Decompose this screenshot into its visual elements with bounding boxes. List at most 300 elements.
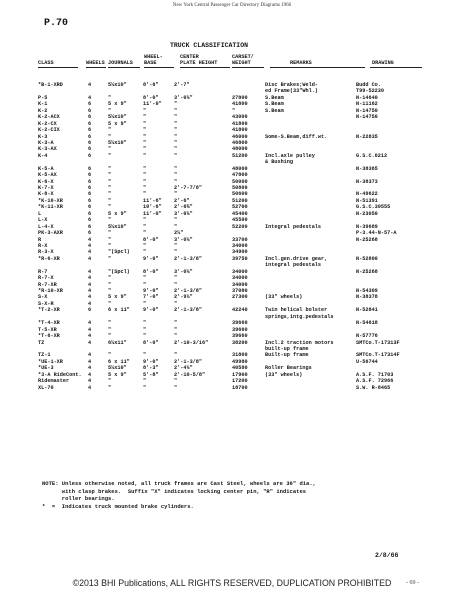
table-cell: 4 xyxy=(88,300,92,307)
table-cell: " xyxy=(143,152,147,159)
table-cell: G.S.C.30555 xyxy=(356,204,391,211)
table-cell: 34900 xyxy=(232,249,248,256)
table-cell: N-23050 xyxy=(356,210,378,217)
table-cell: N-14750 xyxy=(356,107,378,114)
table-cell: Integral pedestals xyxy=(265,223,322,230)
table-cell: T-5-XR xyxy=(38,326,57,333)
table-cell: 2'-9½" xyxy=(174,294,193,301)
table-cell: N-38373 xyxy=(356,178,378,185)
col-header-journals: JOURNALS xyxy=(108,60,133,66)
table-cell: S-X-R xyxy=(38,300,54,307)
underline-journals xyxy=(108,67,140,68)
table-cell: " xyxy=(143,165,147,172)
col-header-remarks: REMARKS xyxy=(290,60,312,66)
table-cell: " xyxy=(108,217,112,224)
table-cell: 4 xyxy=(88,333,92,340)
table-cell: 5½x10" xyxy=(108,114,127,121)
table-cell: K-3-A xyxy=(38,139,54,146)
table-cell: N-57776 xyxy=(356,333,378,340)
table-cell: " xyxy=(174,139,178,146)
table-cell: " xyxy=(143,378,147,385)
table-cell: *B-1-XRD xyxy=(38,82,63,88)
table-cell: 2'-1-3/8" xyxy=(174,358,203,365)
notes xyxy=(42,480,442,510)
table-cell: XL-70 xyxy=(38,384,54,391)
table-cell: " xyxy=(108,320,112,327)
table-cell: 52200 xyxy=(232,223,248,230)
table-cell: 9'-0" xyxy=(143,288,159,294)
table-cell: 17200 xyxy=(232,378,248,385)
table-cell: N-51391 xyxy=(356,197,378,204)
table-cell: 5'-8" xyxy=(143,371,159,378)
table-cell: 8'-0" xyxy=(143,94,159,101)
table-cell: 4 xyxy=(88,82,92,88)
table-cell: & Bushing xyxy=(265,159,294,166)
table-cell: " xyxy=(143,352,147,359)
table-cell: 41800 xyxy=(232,101,248,108)
table-cell: 38200 xyxy=(232,339,248,346)
table-cell: 17900 xyxy=(232,371,248,378)
table-cell: G.S.C.6212 xyxy=(356,152,388,159)
table-cell: " xyxy=(174,107,178,114)
table-cell: " xyxy=(108,384,112,391)
table-cell: 2'-1-3/8" xyxy=(174,288,203,294)
table-cell: 5 x 9" xyxy=(108,294,127,301)
table-cell: 6 xyxy=(88,230,92,237)
table-cell: *R-10-XR xyxy=(38,288,63,294)
table-cell: 5½x10" xyxy=(108,223,127,230)
table-cell: (33" wheels) xyxy=(265,294,303,301)
table-cell: *T-6-XR xyxy=(38,333,60,340)
table-cell: 9'-0" xyxy=(143,255,159,262)
table-cell: " xyxy=(143,107,147,114)
table-cell: " xyxy=(174,191,178,198)
table-cell: 46000 xyxy=(232,133,248,140)
col-header-class: CLASS xyxy=(38,60,54,66)
truck-table-body xyxy=(38,82,438,391)
table-cell: 4 xyxy=(88,94,92,101)
table-cell: Twin helical bolster xyxy=(265,307,328,314)
table-cell: *T-2-XR xyxy=(38,307,60,314)
table-cell: 2'-1-3/8" xyxy=(174,255,203,262)
table-cell: ed Frame(33"Whl.) xyxy=(265,88,318,95)
table-cell: " xyxy=(108,352,112,359)
table-cell: 6 xyxy=(88,127,92,134)
table-cell: N-38365 xyxy=(356,165,378,172)
table-cell: 3'-0¼" xyxy=(174,210,193,217)
table-cell: " xyxy=(108,275,112,282)
table-cell: " xyxy=(174,114,178,121)
table-cell: *K-11-XR xyxy=(38,204,63,211)
table-cell: 3'-0¼" xyxy=(174,268,193,275)
table-cell: K-2-CIX xyxy=(38,127,60,134)
table-cell: A.S.F. 72966 xyxy=(356,378,394,385)
table-cell: TZ-1 xyxy=(38,352,51,359)
table-cell: 9'-0" xyxy=(143,307,159,314)
table-cell: R-7-X xyxy=(38,275,54,282)
table-cell: 3'-0¼" xyxy=(174,94,193,101)
table-cell: 6 xyxy=(88,191,92,198)
table-cell: 5 x 9" xyxy=(108,101,127,108)
table-cell: 43000 xyxy=(232,114,248,121)
table-cell: " xyxy=(143,230,147,237)
table-cell: 6 xyxy=(88,185,92,191)
table-cell: 4 xyxy=(88,255,92,262)
table-cell: N-39689 xyxy=(356,223,378,230)
table-cell: " xyxy=(174,223,178,230)
table-cell: " xyxy=(143,139,147,146)
table-cell: " xyxy=(108,127,112,134)
table-cell: N-54309 xyxy=(356,288,378,294)
table-row xyxy=(38,385,438,391)
table-cell: " xyxy=(143,178,147,185)
table-cell: Ridemaster xyxy=(38,378,70,385)
table-cell: 41800 xyxy=(232,127,248,134)
table-cell: " xyxy=(174,378,178,385)
table-cell: 4 xyxy=(88,352,92,359)
table-cell: R xyxy=(38,236,42,243)
table-cell: " xyxy=(174,217,178,224)
table-cell: "(Spcl) xyxy=(108,268,130,275)
table-cell: " xyxy=(143,249,147,256)
table-cell: " xyxy=(143,191,147,198)
table-cell: " xyxy=(108,378,112,385)
table-cell: 6 xyxy=(88,139,92,146)
col-header-wheelbase: WHEEL- BASE xyxy=(144,54,163,66)
table-cell: SMTCo.T-17314F xyxy=(356,352,400,359)
table-cell: " xyxy=(174,133,178,140)
table-cell: 48000 xyxy=(232,165,248,172)
table-cell: K-1 xyxy=(38,101,48,108)
table-cell: PK-3-AXR xyxy=(38,230,63,237)
table-cell: " xyxy=(143,333,147,340)
table-cell: 6 xyxy=(88,197,92,204)
table-cell: 2'-6¾" xyxy=(174,204,193,211)
table-cell: 5½x10" xyxy=(108,139,127,146)
table-cell: 3'-0¼" xyxy=(174,236,193,243)
table-cell: 4 xyxy=(88,242,92,249)
table-cell: " xyxy=(108,146,112,153)
table-cell: 7'-0" xyxy=(143,294,159,301)
table-cell: " xyxy=(174,120,178,127)
table-cell: 51200 xyxy=(232,152,248,159)
table-cell: 4 xyxy=(88,358,92,365)
table-cell: " xyxy=(143,223,147,230)
table-cell: N-52841 xyxy=(356,307,378,314)
table-cell: 33700 xyxy=(232,236,248,243)
table-cell: " xyxy=(143,326,147,333)
table-cell: " xyxy=(174,275,178,282)
table-cell: 8'-0" xyxy=(143,339,159,346)
col-header-drawing: DRAWING xyxy=(372,60,394,66)
table-cell: TZ xyxy=(38,339,45,346)
table-cell: S.Beam xyxy=(265,101,284,108)
table-title: TRUCK CLASSIFICATION xyxy=(170,42,249,49)
table-cell: 34000 xyxy=(232,242,248,249)
table-cell: 34000 xyxy=(232,268,248,275)
col-header-carset-weight: CARSET/ WEIGHT xyxy=(232,54,254,66)
table-cell: " xyxy=(143,300,147,307)
table-cell: 6 xyxy=(88,223,92,230)
table-cell: 41800 xyxy=(232,120,248,127)
table-cell: " xyxy=(174,242,178,249)
underline-remarks xyxy=(270,67,365,68)
page-number: - 69 - xyxy=(406,580,419,586)
table-cell: 4 xyxy=(88,288,92,294)
table-cell: Budd Co. xyxy=(356,82,381,88)
table-cell: 6 xyxy=(88,114,92,121)
table-cell: S.Beam xyxy=(265,107,284,114)
table-cell: " xyxy=(143,320,147,327)
underline-class xyxy=(38,67,78,68)
table-cell: K-7-X xyxy=(38,185,54,191)
table-cell: K-3 xyxy=(38,133,48,140)
table-cell: " xyxy=(108,191,112,198)
table-cell: " xyxy=(174,172,178,179)
table-cell: 40580 xyxy=(232,365,248,372)
table-cell: *R-6-XR xyxy=(38,255,60,262)
table-cell: 2'-1-3/8" xyxy=(174,307,203,314)
table-cell: *3-A RideCont. xyxy=(38,371,82,378)
table-cell: SMTCo.T-17313F xyxy=(356,339,400,346)
table-cell: 4 xyxy=(88,365,92,372)
table-cell: 6½x11" xyxy=(108,339,127,346)
table-cell: 4 xyxy=(88,236,92,243)
table-cell: 39750 xyxy=(232,255,248,262)
table-cell: 4 xyxy=(88,320,92,327)
table-cell: " xyxy=(108,152,112,159)
table-cell: Some-S.Beam,diff.wt. xyxy=(265,133,328,140)
page-label: P.70 xyxy=(44,18,69,29)
issue-date: 2/8/66 xyxy=(375,552,399,559)
table-cell: 27800 xyxy=(232,94,248,101)
table-cell: Built-up frame xyxy=(265,352,309,359)
table-cell: 5 x 9" xyxy=(108,210,127,217)
note-line: with clasp brakes. Suffix "X" indicates locking center pin, "R" indicates xyxy=(42,487,307,495)
table-cell: " xyxy=(108,242,112,249)
table-cell: 4 xyxy=(88,268,92,275)
underline-wheelbase xyxy=(144,67,174,68)
table-cell: K-6-X xyxy=(38,178,54,185)
table-cell: " xyxy=(174,281,178,288)
table-cell: built-up frame xyxy=(265,345,309,352)
table-cell: 6 xyxy=(88,152,92,159)
table-cell: N-14750 xyxy=(356,114,378,121)
table-cell: 6 xyxy=(88,165,92,172)
table-cell: *UE-1-XR xyxy=(38,358,63,365)
table-cell: 50800 xyxy=(232,185,248,191)
table-cell: N-38378 xyxy=(356,294,378,301)
table-cell: 42240 xyxy=(232,307,248,314)
table-cell: " xyxy=(108,300,112,307)
table-cell: 5½x10" xyxy=(108,365,127,372)
table-cell: 6 xyxy=(88,146,92,153)
table-cell: 46800 xyxy=(232,139,248,146)
table-cell: 48000 xyxy=(232,146,248,153)
table-cell: *T-4-XR xyxy=(38,320,60,327)
table-cell: 4 xyxy=(88,275,92,282)
table-cell: " xyxy=(108,281,112,288)
table-cell: " xyxy=(108,204,112,211)
table-cell: R-7 xyxy=(38,268,48,275)
table-cell: 51200 xyxy=(232,197,248,204)
table-cell: "(Spcl) xyxy=(108,249,130,256)
underline-wheels xyxy=(86,67,106,68)
note-line: NOTE: Unless otherwise noted, all truck frames are Cast Steel, wheels are 36" dia., xyxy=(42,480,316,487)
table-cell: U-56744 xyxy=(356,358,378,365)
table-cell: springs,intg.pedestals xyxy=(265,313,334,320)
table-cell: " xyxy=(108,333,112,340)
note-line: roller bearings. xyxy=(42,495,115,502)
table-cell: 27300 xyxy=(232,294,248,301)
table-cell: 11'-6" xyxy=(143,197,162,204)
table-cell: 2'-6" xyxy=(174,197,190,204)
table-cell: 6 xyxy=(88,133,92,140)
table-cell: " xyxy=(108,236,112,243)
table-cell: P-5 xyxy=(38,94,48,101)
table-cell: " xyxy=(174,165,178,172)
table-cell: " xyxy=(108,255,112,262)
table-cell: K-5-AX xyxy=(38,172,57,179)
table-cell: 6 xyxy=(88,178,92,185)
table-cell: K-2-ACX xyxy=(38,114,60,121)
table-cell: 4 xyxy=(88,294,92,301)
table-cell: P-3.44-N-57-A xyxy=(356,230,397,237)
table-cell: 6 xyxy=(88,204,92,211)
table-cell: R-3-X xyxy=(38,249,54,256)
table-cell: K-2 xyxy=(38,107,48,114)
table-cell: " xyxy=(108,197,112,204)
table-cell: *K-10-XR xyxy=(38,197,63,204)
table-cell: 4 xyxy=(88,371,92,378)
table-cell: " xyxy=(108,288,112,294)
table-cell: 45500 xyxy=(232,217,248,224)
table-cell: 2'-4¼" xyxy=(174,365,193,372)
table-cell: " xyxy=(174,320,178,327)
table-cell: S.W. R-8465 xyxy=(356,384,391,391)
table-cell: K-3-AX xyxy=(38,146,57,153)
table-cell: *UE-3 xyxy=(38,365,54,372)
table-cell: " xyxy=(143,185,147,191)
table-cell: Incl.gen.drive gear, xyxy=(265,255,328,262)
table-cell: 4 xyxy=(88,281,92,288)
table-cell: 6 x 11" xyxy=(108,358,130,365)
table-cell: 6 xyxy=(88,307,92,314)
table-cell: 2'-10-5/8" xyxy=(174,371,206,378)
table-cell: N-54618 xyxy=(356,320,378,327)
table-cell: 2'-7" xyxy=(174,82,190,88)
table-cell: K-4 xyxy=(38,152,48,159)
table-cell: 6 xyxy=(88,107,92,114)
table-cell: " xyxy=(143,146,147,153)
table-cell: 50600 xyxy=(232,191,248,198)
table-cell: " xyxy=(174,384,178,391)
table-cell: " xyxy=(143,120,147,127)
table-cell: R-X xyxy=(38,242,48,249)
table-cell: 5 x 9" xyxy=(108,371,127,378)
table-cell: " xyxy=(232,107,236,114)
table-cell: 52700 xyxy=(232,204,248,211)
underline-weight xyxy=(232,67,264,68)
table-cell: " xyxy=(108,107,112,114)
table-cell: " xyxy=(143,384,147,391)
table-cell: 10'-6" xyxy=(143,204,162,211)
table-cell: 6 xyxy=(88,120,92,127)
table-cell: N-11162 xyxy=(356,101,378,108)
table-cell: 8'-0" xyxy=(143,236,159,243)
table-cell: 34000 xyxy=(232,275,248,282)
table-cell: 47800 xyxy=(232,172,248,179)
table-cell: 39660 xyxy=(232,320,248,327)
table-cell: " xyxy=(143,172,147,179)
table-cell: " xyxy=(108,185,112,191)
table-cell: 6 xyxy=(88,101,92,108)
table-cell: " xyxy=(143,133,147,140)
table-cell: N-22835 xyxy=(356,133,378,140)
table-cell: 45400 xyxy=(232,210,248,217)
table-cell: 6 xyxy=(88,172,92,179)
table-cell: " xyxy=(108,165,112,172)
table-cell: 5½x10" xyxy=(108,82,127,88)
table-cell: " xyxy=(143,217,147,224)
table-cell: " xyxy=(143,114,147,121)
table-cell: 50000 xyxy=(232,178,248,185)
table-cell: 2'-10-3/16" xyxy=(174,339,209,346)
table-cell: 8'-0" xyxy=(143,268,159,275)
table-cell: N-25268 xyxy=(356,236,378,243)
table-cell: 8'-3" xyxy=(143,365,159,372)
table-cell: " xyxy=(108,178,112,185)
table-cell: " xyxy=(143,275,147,282)
table-cell: N-52800 xyxy=(356,255,378,262)
table-cell: 39660 xyxy=(232,326,248,333)
table-cell: " xyxy=(174,249,178,256)
underline-drawing xyxy=(370,67,422,68)
table-cell: 4 xyxy=(88,384,92,391)
table-cell: A.S.F. 71703 xyxy=(356,371,394,378)
table-cell: Disc Brakes;Weld- xyxy=(265,82,318,88)
table-cell: (33" wheels) xyxy=(265,371,303,378)
table-cell: S-X xyxy=(38,294,48,301)
table-cell: 34000 xyxy=(232,281,248,288)
table-cell: " xyxy=(174,146,178,153)
table-cell: " xyxy=(174,178,178,185)
table-cell: 6 x 11" xyxy=(108,307,130,314)
table-cell: " xyxy=(108,172,112,179)
table-cell: R-7-XR xyxy=(38,281,57,288)
table-cell: 11'-0" xyxy=(143,210,162,217)
table-cell: " xyxy=(143,127,147,134)
col-header-wheels: WHEELS xyxy=(86,60,105,66)
table-cell: " xyxy=(174,300,178,307)
table-cell: Incl.axle pulley xyxy=(265,152,315,159)
table-cell: integral pedestals xyxy=(265,262,322,269)
table-cell: L-4-X xyxy=(38,223,54,230)
table-cell: 6 xyxy=(88,217,92,224)
table-cell: L-X xyxy=(38,217,48,224)
table-cell: " xyxy=(174,127,178,134)
table-cell: 11'-0" xyxy=(143,101,162,108)
table-cell: " xyxy=(108,133,112,140)
table-cell: N-49622 xyxy=(356,191,378,198)
table-cell: " xyxy=(143,242,147,249)
col-header-center-plate-height: CENTER PLATE HEIGHT xyxy=(180,54,218,66)
table-cell: 31800 xyxy=(232,352,248,359)
table-cell: T99-52230 xyxy=(356,88,385,95)
table-cell: 6 xyxy=(88,210,92,217)
table-cell: 49980 xyxy=(232,358,248,365)
table-cell: 4 xyxy=(88,249,92,256)
